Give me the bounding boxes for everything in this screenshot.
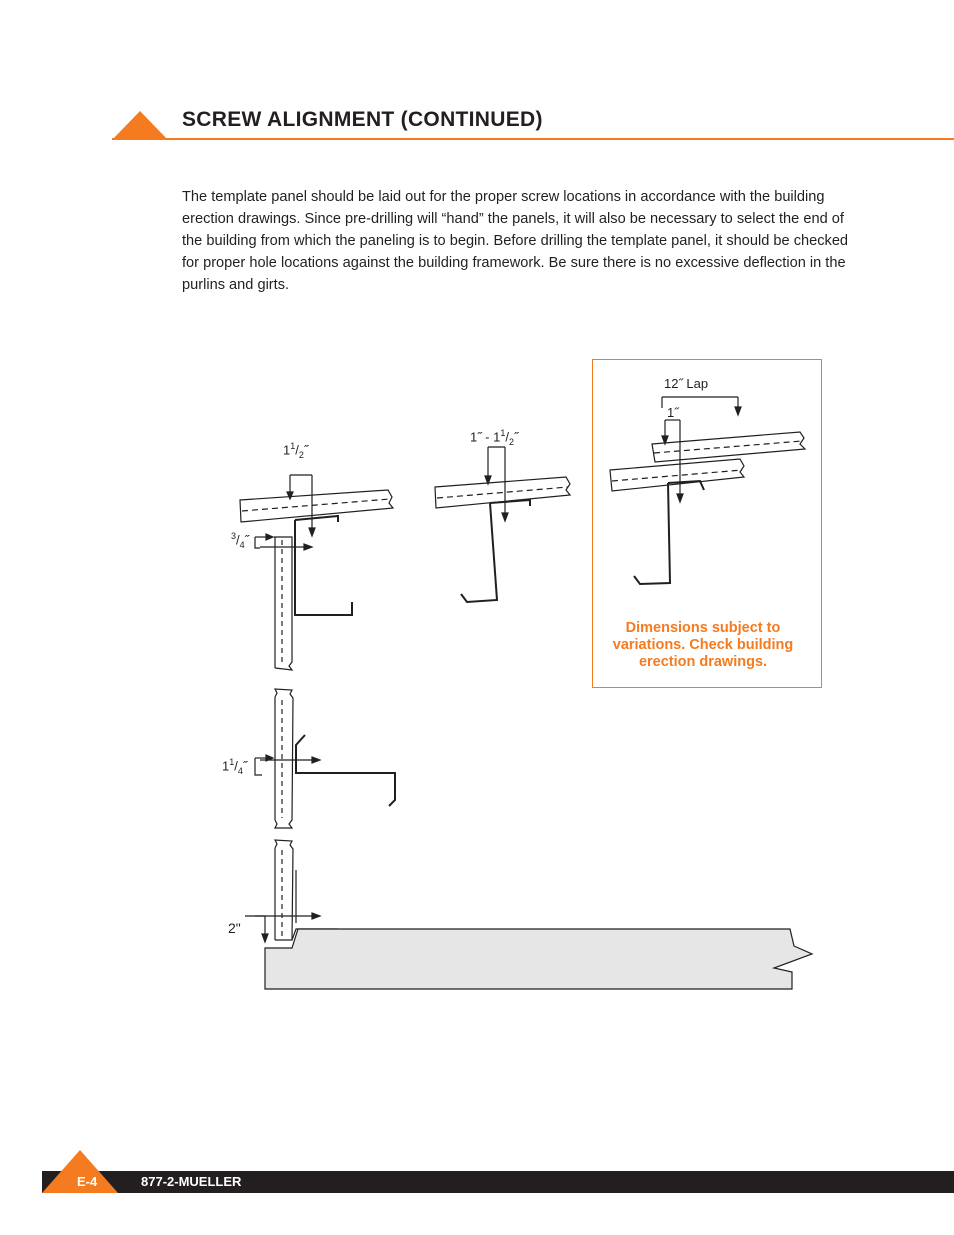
page-number: E-4	[77, 1174, 98, 1189]
footer-phone: 877-2-MUELLER	[141, 1174, 242, 1189]
dim-label-1-1-4: $1^1/_4˝$	[222, 757, 248, 776]
girt-detail	[255, 689, 395, 828]
dimension-note: Dimensions subject to variations. Check building erection drawings.	[612, 620, 794, 670]
lap-label: 12˝ Lap	[664, 376, 709, 391]
dim-label-range: 1˝ - $1^1/_2˝$	[470, 428, 519, 447]
page-title: SCREW ALIGNMENT (CONTINUED)	[182, 108, 543, 131]
body-paragraph: The template panel should be laid out for the proper screw locations in accordance with the building erection drawings. Since pre-drilling will “hand” the panels, it will also be necessary to select the end of the building from which the paneling is to begin. Before drilling the template panel, it should be checked for proper hole locations against the building framework. Be sure there is no excessive deflection in the purlins and girts.	[182, 189, 849, 293]
purlin-detail-1	[240, 475, 393, 670]
dim-label-3-4: $^3/_4˝$	[231, 531, 249, 550]
dim-label-1-1-2: $1^1/_2˝$	[283, 441, 309, 460]
lap-inner-label: 1˝	[667, 405, 679, 420]
dim-label-2: 2"	[228, 920, 241, 936]
base-detail	[245, 840, 812, 989]
purlin-detail-2	[435, 447, 570, 602]
